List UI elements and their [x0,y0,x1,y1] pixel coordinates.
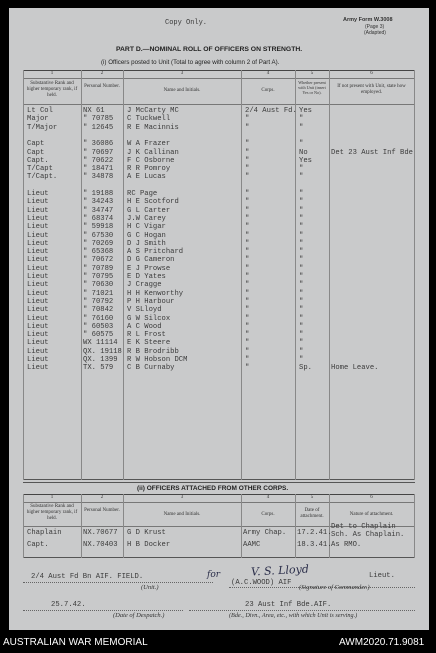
col-header-employed: If not present with Unit, state how employed. [337,84,406,95]
cell-name: A C Wood [127,322,162,331]
cell-number: " 70789 [83,264,114,273]
cell-rank: Capt. [27,156,49,165]
cell-rank: Lt Col [27,107,53,115]
cell-rank: Lieut [27,256,49,265]
cell-number: WX 11114 [83,339,118,348]
col-header-corps: Corps. [261,88,275,93]
part-title: PART D.—NOMINAL ROLL OF OFFICERS ON STRENGTH. [116,46,303,53]
cell-corps: " [245,331,250,340]
cell-corps: " [245,256,250,265]
cell-present: " [299,281,304,290]
cell-rank: Capt [27,148,45,157]
cell-present: " [299,115,304,124]
cell-rank: Lieut [27,206,49,215]
att-row-1-date: 17.2.41. [297,529,332,537]
cell-present: " [299,248,304,257]
cell-name: J McCarty MC [127,107,179,115]
cell-present: " [299,140,304,149]
cell-rank: T/Capt [27,165,53,174]
cell-corps: " [245,165,250,174]
archive-footer [0,634,436,653]
cell-rank: Lieut [27,198,49,207]
cell-rank: Lieut [27,239,49,248]
cell-corps: " [245,347,250,356]
cell-corps: " [245,297,250,306]
att-row-2-number: NX.70403 [83,541,118,549]
att-row-1-name: G D Krust [127,529,166,537]
cell-number: " 70630 [83,281,114,290]
cell-corps: " [245,115,250,124]
col-number-5: 5 [310,71,314,76]
cell-rank: Lieut [27,356,49,364]
cell-number: " 60575 [83,331,114,340]
cell-number: " 70672 [83,256,114,265]
cell-corps: " [245,281,250,290]
table-subtitle: (i) Officers posted to Unit (Total to agree with column 2 of Part A). [101,59,280,66]
cell-number: " 34878 [83,173,114,182]
cell-name: F C Osborne [127,156,175,165]
cell-corps: " [245,156,250,165]
cell-name: G C Hogan [127,231,166,240]
cell-corps: " [245,223,250,232]
despatch-label: (Date of Despatch.) [113,612,165,619]
col-header-present: Whether present with Unit (insert Yes or No). [298,80,326,95]
cell-name: J K Callinan [127,148,179,157]
cell-present: Yes [299,107,312,115]
cell-corps: " [245,198,250,207]
col-number-4: 4 [266,71,270,76]
att-col-number-1: 1 [50,495,54,500]
att-row-2-date: 18.3.41. [297,541,332,549]
cell-present: " [299,347,304,356]
cell-number: " 71021 [83,289,114,298]
cell-name: E J Prowse [127,264,171,273]
cell-name: R L Frost [127,331,166,340]
cell-number: " 18471 [83,165,114,174]
cell-rank: Lieut [27,306,49,315]
att-col-number-4: 4 [266,495,270,500]
cell-present: " [299,231,304,240]
cell-name: C B Curnaby [127,364,175,373]
cell-present: " [299,239,304,248]
cell-corps: " [245,289,250,298]
cell-present: " [299,223,304,232]
cell-corps: " [245,140,250,149]
cell-name: H C Vigar [127,223,166,232]
cell-corps: 2/4 Aust Fd. [245,107,297,115]
att-col-header-name: Name and Initials. [163,512,201,517]
cell-name: A S Pritchard [127,248,184,257]
cell-number: " 70785 [83,115,114,124]
unit-value: 2/4 Aust Fd Bn AIF. FIELD. [31,573,144,581]
cell-corps: " [245,123,250,132]
cell-name: D J Smith [127,239,166,248]
att-row-1-rank: Chaplain [27,529,62,537]
cell-name: G W Silcox [127,314,171,323]
cell-number: " 67530 [83,231,114,240]
cell-present: " [299,356,304,364]
brigade-label: (Bde., Divn., Area, etc., with which Unit is serving.) [229,612,358,619]
adapted-note: (Adapted) [364,30,386,36]
att-row-2-corps: AAMC [243,541,261,549]
cell-name: D G Cameron [127,256,175,265]
cell-name: R B Brodribb [127,347,179,356]
cell-present: " [299,190,304,198]
cell-rank: Lieut [27,273,49,281]
signature-rank: Lieut. [369,572,395,580]
cell-rank: Major [27,115,49,124]
att-row-1-number: NX.70677 [83,529,118,537]
cell-present: Yes [299,156,312,165]
att-row-2-rank: Capt. [27,541,49,549]
col-number-2: 2 [100,71,104,76]
cell-corps: " [245,239,250,248]
cell-present: " [299,306,304,315]
cell-rank: Lieut [27,231,49,240]
cell-present: " [299,273,304,281]
cell-number: " 70622 [83,156,114,165]
att-col-header-corps: Corps. [261,512,275,517]
cell-name: H H Kenworthy [127,289,184,298]
cell-number: " 70792 [83,297,114,306]
cell-present: " [299,297,304,306]
cell-number: " 19188 [83,190,114,198]
cell-corps: " [245,314,250,323]
cell-number: " 59918 [83,223,114,232]
cell-rank: Lieut [27,347,49,356]
cell-name: R E Macinnis [127,123,179,132]
cell-present: " [299,289,304,298]
cell-corps: " [245,322,250,331]
cell-corps: " [245,273,250,281]
cell-corps: " [245,339,250,348]
cell-rank: Lieut [27,223,49,232]
cell-rank: Lieut [27,190,49,198]
cell-corps: " [245,248,250,257]
att-row-2-name: H B Docker [127,541,171,549]
cell-rank: Lieut [27,314,49,323]
cell-name: C Tuckwell [127,115,171,124]
cell-present: " [299,123,304,132]
cell-number: " 70697 [83,148,114,157]
cell-corps: " [245,356,250,364]
signature-prefix: for [207,570,221,580]
cell-corps: " [245,264,250,273]
att-col-header-rank: Substantive Rank and higher temporary rank, if held. [26,504,78,521]
cell-number: TX. 579 [83,364,114,373]
col-number-1: 1 [50,71,54,76]
cell-present: " [299,214,304,223]
signature: V. S. Lloyd [250,562,310,579]
col-number-6: 6 [370,71,373,76]
cell-name: E K Steere [127,339,171,348]
cell-name: E D Yates [127,273,166,281]
cell-rank: Lieut [27,214,49,223]
cell-corps: " [245,173,250,182]
cell-name: V SLloyd [127,306,162,315]
att-col-number-5: 5 [310,495,314,500]
cell-rank: T/Capt. [27,173,58,182]
cell-name: G L Carter [127,206,171,215]
cell-name: J Cragge [127,281,162,290]
officers-table [23,70,415,480]
document-page [9,8,429,630]
att-row-1-nature: Det to Chaplain Sch. As Chaplain. [331,523,405,539]
cell-corps: " [245,206,250,215]
cell-present: " [299,206,304,215]
cell-employment: Home Leave. [331,364,379,373]
unit-label: (Unit.) [141,584,159,591]
cell-name: A E Lucas [127,173,166,182]
form-number: Army Form W.3008 [343,17,393,23]
cell-present: " [299,264,304,273]
cell-rank: Lieut [27,264,49,273]
cell-number: " 60503 [83,322,114,331]
att-col-header-nature: Nature of attachment. [349,512,394,517]
cell-name: R R Pomroy [127,165,171,174]
cell-present: " [299,331,304,340]
cell-number: " 70269 [83,239,114,248]
page-number: (Page 3) [365,24,385,30]
cell-corps: " [245,231,250,240]
cell-rank: Lieut [27,331,49,340]
cell-name: H E Scotford [127,198,179,207]
cell-present: " [299,165,304,174]
cell-number: " 76160 [83,314,114,323]
cell-number: QX. 19118 [83,347,122,356]
cell-name: R W Hobson DCM [127,356,188,364]
col-number-3: 3 [180,71,184,76]
cell-rank: Lieut [27,364,49,373]
cell-corps: " [245,306,250,315]
cell-present: " [299,173,304,182]
cell-name: J.W Carey [127,214,166,223]
cell-number: " 36086 [83,140,114,149]
copy-only-stamp: Copy Only. [165,19,208,27]
brigade-value: 23 Aust Inf Bde.AIF. [245,601,332,609]
cell-rank: Lieut [27,281,49,290]
cell-corps: " [245,190,250,198]
cell-rank: Lieut [27,248,49,257]
cell-present: " [299,256,304,265]
archive-name: AUSTRALIAN WAR MEMORIAL [3,637,148,648]
att-col-number-3: 3 [180,495,184,500]
signature-label: (Signature of Commander.) [299,584,370,591]
cell-rank: T/Major [27,123,58,132]
cell-present: " [299,198,304,207]
attached-title: (ii) OFFICERS ATTACHED FROM OTHER CORPS. [137,485,289,492]
att-col-number-2: 2 [100,495,104,500]
cell-corps: " [245,148,250,157]
cell-corps: " [245,364,250,373]
signature-typed-name: (A.C.WOOD) AIF [231,579,292,587]
cell-rank: Lieut [27,322,49,331]
cell-corps: " [245,214,250,223]
att-row-1-corps: Army Chap. [243,529,287,537]
cell-number: QX. 1399 [83,356,118,364]
att-col-header-date: Date of attachment. [300,508,324,519]
cell-number: " 70842 [83,306,114,315]
col-header-rank: Substantive Rank and higher temporary rank, if held. [26,81,78,98]
cell-present: No [299,148,308,157]
cell-number: " 65368 [83,248,114,257]
despatch-date: 25.7.42. [51,601,86,609]
archive-reference: AWM2020.71.9081 [339,637,425,648]
cell-number: " 34243 [83,198,114,207]
att-col-number-6: 6 [370,495,373,500]
cell-present: " [299,322,304,331]
cell-rank: Lieut [27,289,49,298]
cell-number: " 68374 [83,214,114,223]
cell-number: " 70795 [83,273,114,281]
cell-name: W A Frazer [127,140,171,149]
cell-rank: Lieut [27,297,49,306]
col-header-name: Name and Initials. [163,88,201,93]
cell-rank: Capt [27,140,45,149]
cell-present: Sp. [299,364,312,373]
attached-table [23,494,415,558]
att-col-header-number: Personal Number. [84,508,120,513]
cell-present: " [299,339,304,348]
cell-name: RC Page [127,190,158,198]
cell-rank: Lieut [27,339,49,348]
cell-name: P H Harbour [127,297,175,306]
cell-present: " [299,314,304,323]
att-row-2-nature: As RMO. [331,541,362,549]
cell-number: " 34747 [83,206,114,215]
col-header-number: Personal Number. [84,84,120,89]
cell-number: " 12645 [83,123,114,132]
cell-employment: Det 23 Aust Inf Bde [331,148,413,157]
cell-number: NX 61 [83,107,105,115]
